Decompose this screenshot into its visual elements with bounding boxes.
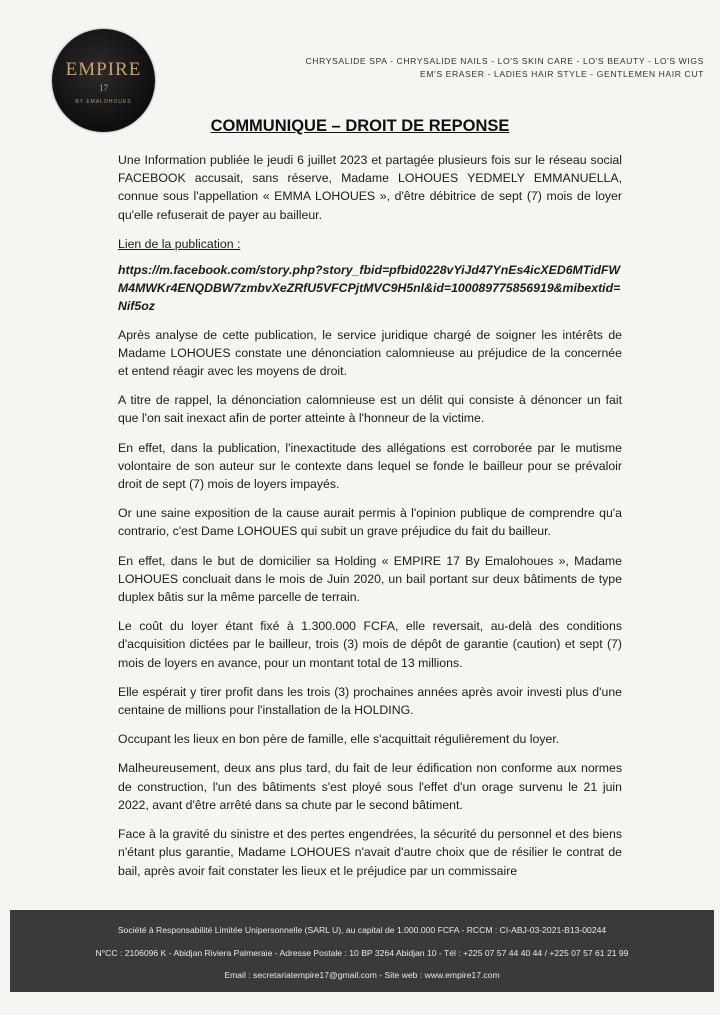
- paragraph-7: Le coût du loyer étant fixé à 1.300.000 FCFA, elle reversait, au-delà des conditions d'acquisition dictées par le bailleur, trois (3) mois de dépôt de garantie (caution) et sept (7) mois de loyers en avance, pour un montant total de 13 millions.: [118, 619, 622, 670]
- footer-contact-line: Email : secretariatempire17@gmail.com - Site web : www.empire17.com: [224, 970, 500, 980]
- paragraph-5: Or une saine exposition de la cause aurait permis à l'opinion publique de comprendre qu'a contrario, c'est Dame LOHOUES qui subit un grave préjudice du fait du bailleur.: [118, 506, 622, 539]
- services-line-2: EM'S ERASER - LADIES HAIR STYLE - GENTLEMEN HAIR CUT: [419, 69, 704, 79]
- logo-name: EMPIRE: [65, 59, 142, 80]
- services-line-1: CHRYSALIDE SPA - CHRYSALIDE NAILS - LO'S SKIN CARE - LO'S BEAUTY - LO'S WIGS: [305, 56, 704, 66]
- services-list: [234, 55, 704, 81]
- paragraph-8: Elle espérait y tirer profit dans les trois (3) prochaines années après avoir investi plus d'une centaine de millions pour l'installation de la HOLDING.: [118, 684, 622, 718]
- logo-number: 17: [99, 83, 108, 93]
- logo-subtitle: BY EMALOHOUES: [75, 99, 132, 105]
- paragraph-3: A titre de rappel, la dénonciation calomnieuse est un délit qui consiste à dénoncer un fait que l'on sait inexact afin de porter atteinte à l'honneur de la victime.: [118, 393, 622, 426]
- company-footer: [10, 910, 714, 992]
- footer-address-line: N°CC : 2106096 K - Abidjan Riviera Palmeraie - Adresse Postale : 10 BP 3264 Abidjan 10 - Tél : +225 07 57 44 40 44 / +225 07 57 61 21 99: [95, 948, 629, 958]
- publication-link[interactable]: https://m.facebook.com/story.php?story_fbid=pfbid0228vYiJd47YnEs4icXED6MTidFWM4MWKr4ENQDBW7zmbvXeZRfU5VFCPjtMVC9H5nl&id=100089775856919&mibextid=Nif5oz: [118, 263, 621, 314]
- paragraph-2: Après analyse de cette publication, le service juridique chargé de soigner les intérêts de Madame LOHOUES constate une dénonciation calomnieuse au préjudice de la concernée et entend réagir avec les moyens de droit.: [118, 327, 622, 379]
- paragraph-10: Malheureusement, deux ans plus tard, du fait de leur édification non conforme aux normes de construction, l'un des bâtiments s'est ployé sous l'effet d'un orage survenu le 21 juin 2022, avant d'être arrêté dans sa chute par le second bâtiment.: [118, 761, 622, 812]
- paragraph-6: En effet, dans le but de domicilier sa Holding « EMPIRE 17 By Emalohoues », Madame LOHOUES concluait dans le mois de Juin 2020, un bail portant sur deux bâtiments de type duplex bâtis sur la même parcelle de terrain.: [118, 553, 622, 605]
- link-label: Lien de la publication :: [118, 236, 241, 251]
- paragraph-1: Une Information publiée le jeudi 6 juillet 2023 et partagée plusieurs fois sur le réseau social FACEBOOK accusait, sans réserve, Madame LOHOUES YEDMELY EMMANUELLA, connue sous l'appellation « EMMA LOHOUES », d'être débitrice de sept (7) mois de loyer qu'elle refuserait de payer au bailleur.: [118, 153, 622, 222]
- page-title: COMMUNIQUE – DROIT DE REPONSE: [210, 117, 510, 135]
- document-body: [118, 151, 622, 891]
- paragraph-9: Occupant les lieux en bon père de famille, elle s'acquittait régulièrement du loyer.: [118, 732, 560, 747]
- footer-legal-line: Société à Responsabilité Limitée Unipersonnelle (SARL U), au capital de 1.000.000 FCFA - RCCM : CI-ABJ-03-2021-B13-00244: [117, 925, 607, 935]
- paragraph-4: En effet, dans la publication, l'inexactitude des allégations est corroborée par le mutisme volontaire de son auteur sur le contexte dans lequel se fonde le bailleur pour se prévaloir droit de sept (7) mois de loyers impayés.: [118, 440, 622, 492]
- paragraph-11: Face à la gravité du sinistre et des pertes engendrées, la sécurité du personnel et des biens n'étant plus garantie, Madame LOHOUES n'avait d'autre choix que de résilier le contrat de bail, après avoir fait constater les lieux et le préjudice par un commissaire: [118, 827, 622, 878]
